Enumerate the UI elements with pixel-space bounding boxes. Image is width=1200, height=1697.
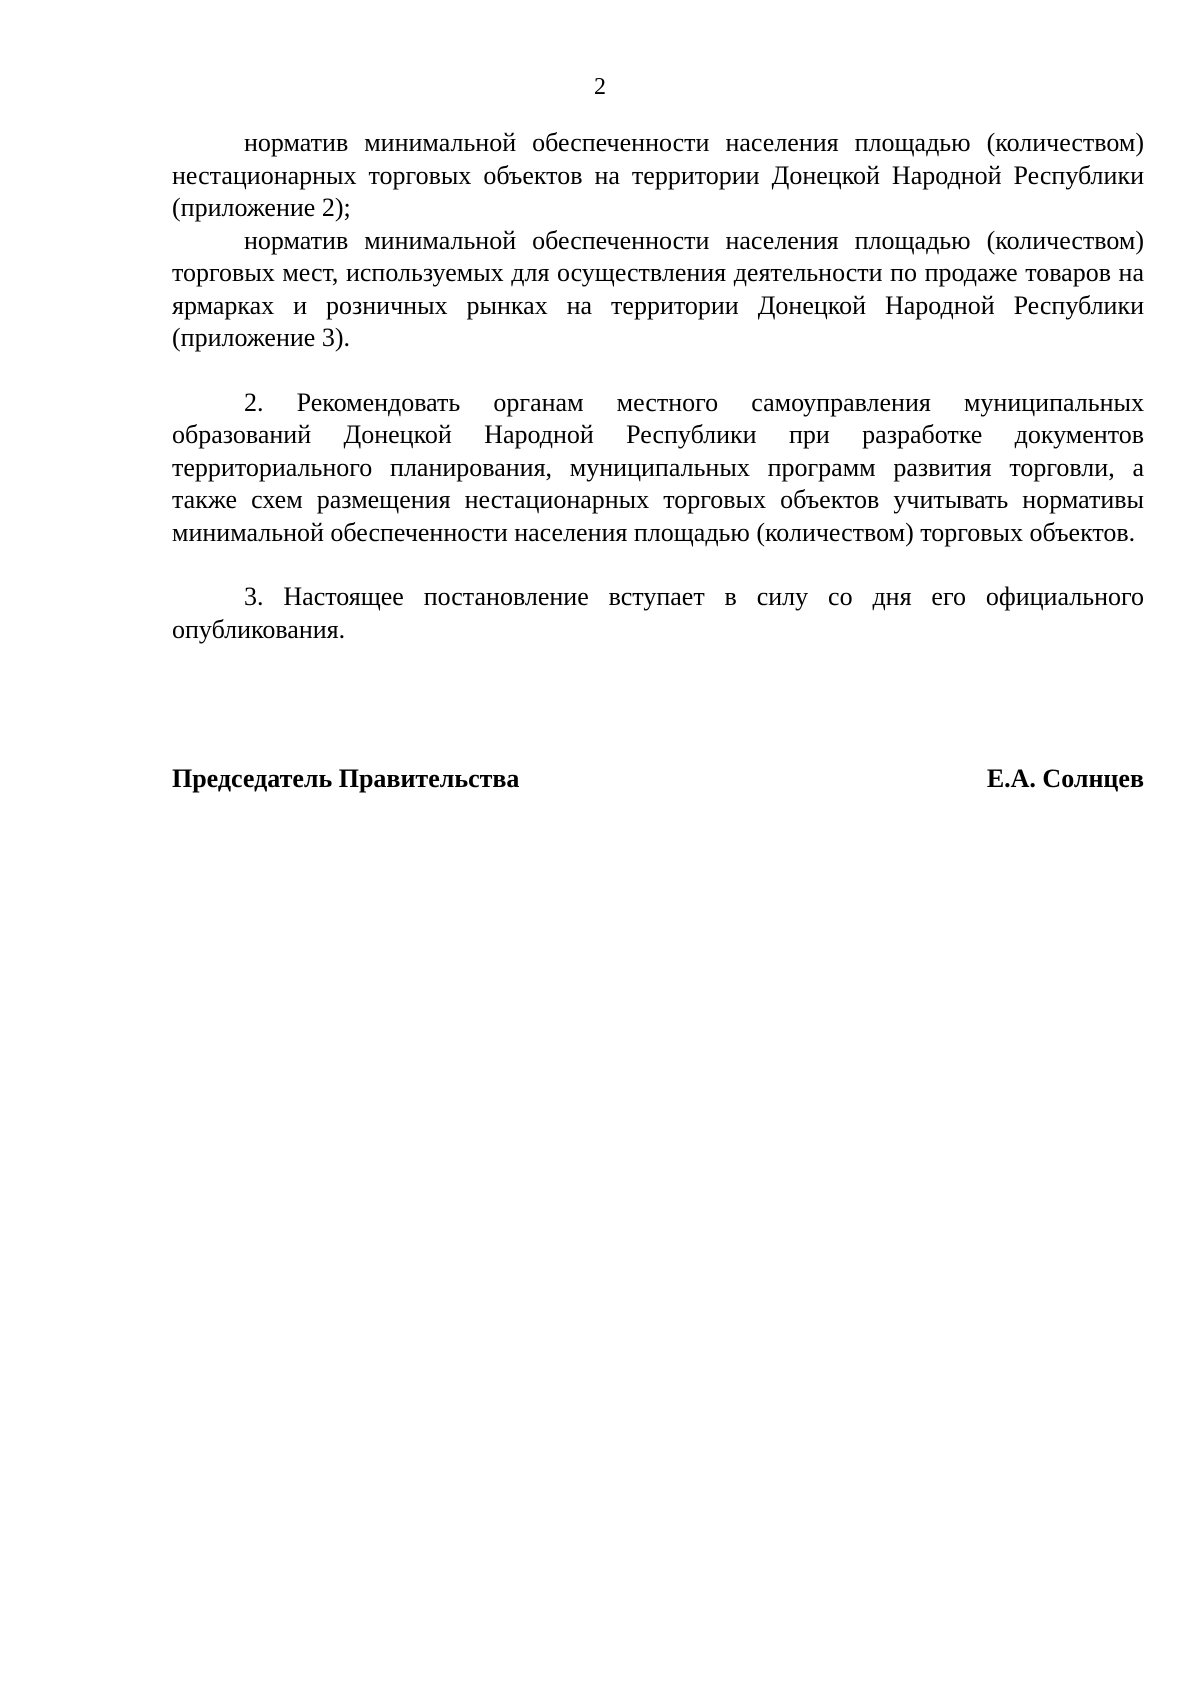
paragraph-effective-date: 3. Настоящее постановление вступает в силу со дня его официального опубликования.: [172, 582, 1144, 644]
paragraph-gap: [172, 549, 1144, 581]
document-body: [172, 127, 1144, 646]
signatory-name: Е.А. Солнцев: [986, 764, 1144, 793]
signatory-position: Председатель Правительства: [172, 764, 520, 793]
paragraph-recommendation: 2. Рекомендовать органам местного самоуправления муниципальных образований Донецкой Народной Республики при разработке документов территориального планирования, муниципальных программ развития торговли, а также схем размещения нестационарных торговых объектов учитывать нормативы минимальной обеспеченности населения площадью (количеством) торговых объектов.: [172, 387, 1144, 547]
paragraph-gap: [172, 355, 1144, 387]
page-number: 2: [594, 74, 606, 100]
paragraph-norm-nonstationary: норматив минимальной обеспеченности населения площадью (количеством) нестационарных торговых объектов на территории Донецкой Народной Республики (приложение 2);: [172, 128, 1144, 222]
paragraph-norm-fairs-markets: норматив минимальной обеспеченности населения площадью (количеством) торговых мест, используемых для осуществления деятельности по продаже товаров на ярмарках и розничных рынках на территории Донецкой Народной Республики (приложение 3).: [172, 225, 1144, 352]
signature-block: [172, 763, 1144, 795]
